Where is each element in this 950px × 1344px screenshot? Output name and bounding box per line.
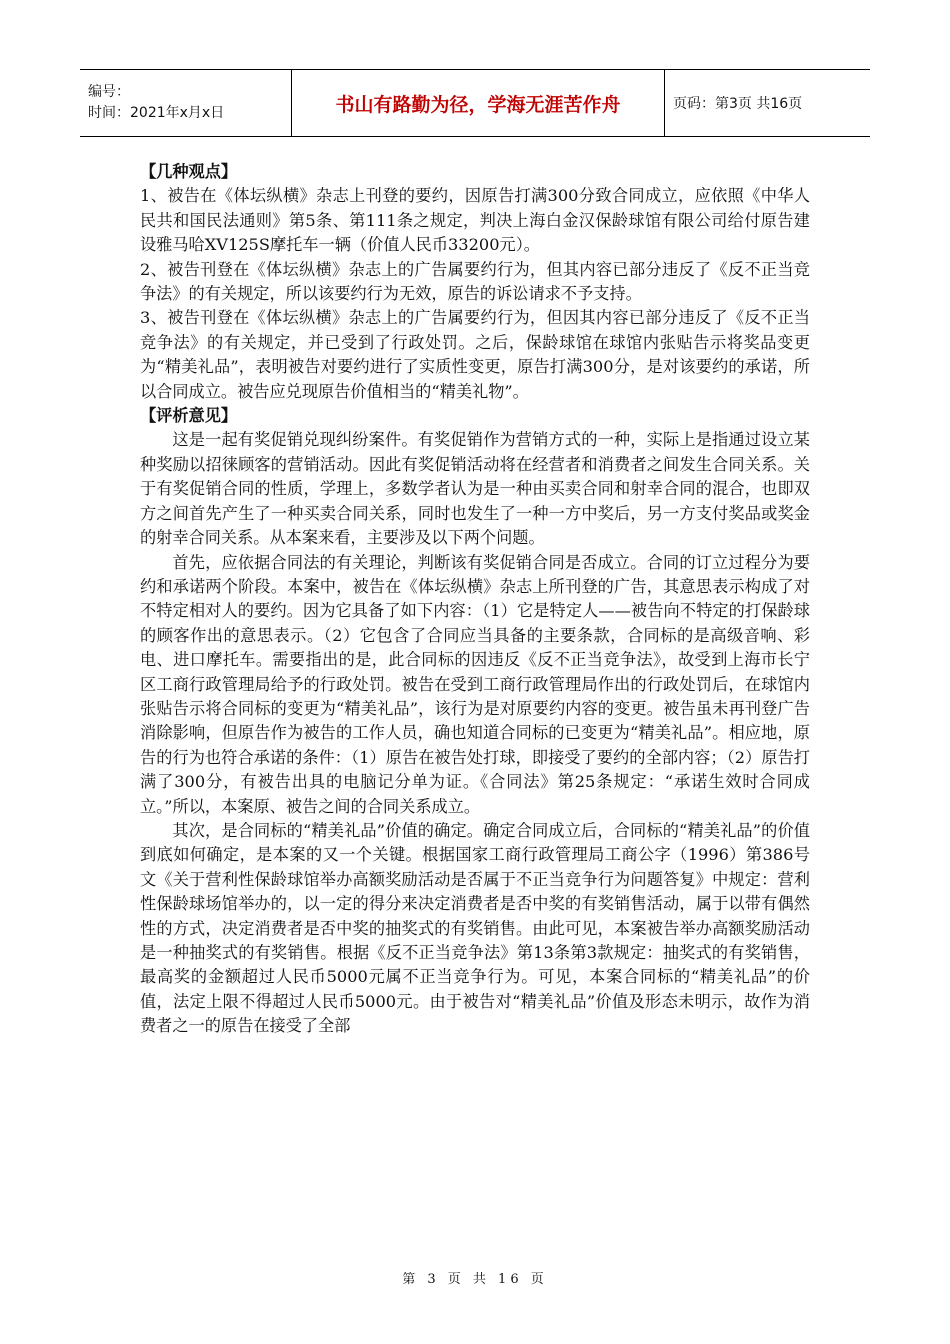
time-label: 时间：2021年x月x日 (88, 105, 225, 121)
page-info: 页码：第3页 共16页 (673, 96, 803, 112)
document-body (140, 160, 810, 1039)
view-item: 2、被告刊登在《体坛纵横》杂志上的广告属要约行为，但其内容已部分违反了《反不正当竞争法》的有关规定，所以该要约行为无效，原告的诉讼请求不予支持。 (140, 259, 810, 304)
page-footer: 第 3 页 共 16 页 (402, 1272, 548, 1287)
view-item: 3、被告刊登在《体坛纵横》杂志上的广告属要约行为，但因其内容已部分违反了《反不正当竞争法》的有关规定，并已受到了行政处罚。之后，保龄球馆在球馆内张贴告示将奖品变更为“精美礼品”，表明被告对要约进行了实质性变更，原告打满300分，是对该要约的承诺，所以合同成立。被告应兑现原告价值相当的“精美礼物”。 (140, 308, 810, 401)
analysis-paragraph: 其次，是合同标的“精美礼品”价值的确定。确定合同成立后，合同标的“精美礼品”的价值到底如何确定，是本案的又一个关键。根据国家工商行政管理局工商公字（1996）第386号文《关于营利性保龄球馆举办高额奖励活动是否属于不正当竞争行为问题答复》中规定：营利性保龄球场馆举办的，以一定的得分来决定消费者是否中奖的有奖销售活动，属于以带有偶然性的方式，决定消费者是否中奖的抽奖式的有奖销售。由此可见，本案被告举办高额奖励活动是一种抽奖式的有奖销售。根据《反不正当竞争法》第13条第3款规定：抽奖式的有奖销售，最高奖的金额超过人民币5000元属不正当竞争行为。可见，本案合同标的“精美礼品”的价值，法定上限不得超过人民币5000元。由于被告对“精美礼品”价值及形态未明示，故作为消费者之一的原告在接受了全部 (140, 820, 810, 1036)
motto-text: 书山有路勤为径，学海无涯苦作舟 (335, 93, 621, 116)
analysis-paragraph: 这是一起有奖促销兑现纠纷案件。有奖促销作为营销方式的一种，实际上是指通过设立某种奖励以招徕顾客的营销活动。因此有奖促销活动将在经营者和消费者之间发生合同关系。关于有奖促销合同的性质，学理上，多数学者认为是一种由买卖合同和射幸合同的混合，也即双方之间首先产生了一种买卖合同关系，同时也发生了一种一方中奖后，另一方支付奖品或奖金的射幸合同关系。从本案来看，主要涉及以下两个问题。 (140, 430, 810, 548)
section-title-analysis: 【评析意见】 (140, 406, 238, 426)
number-label: 编号： (88, 84, 130, 100)
header-left (80, 70, 292, 136)
section-title-views: 【几种观点】 (140, 162, 238, 181)
header-right (665, 70, 870, 136)
page-header (80, 69, 870, 137)
header-motto (292, 70, 665, 136)
view-item: 1、被告在《体坛纵横》杂志上刊登的要约，因原告打满300分致合同成立，应依照《中华人民共和国民法通则》第5条、第111条之规定，判决上海白金汉保龄球馆有限公司给付原告建设雅马哈XV125S摩托车一辆（价值人民币33200元）。 (140, 186, 810, 255)
analysis-paragraph: 首先，应依据合同法的有关理论，判断该有奖促销合同是否成立。合同的订立过程分为要约和承诺两个阶段。本案中，被告在《体坛纵横》杂志上所刊登的广告，其意思表示构成了对不特定相对人的要约。因为它具备了如下内容：（1）它是特定人——被告向不特定的打保龄球的顾客作出的意思表示。（2）它包含了合同应当具备的主要条款，合同标的是高级音响、彩电、进口摩托车。需要指出的是，此合同标的因违反《反不正当竞争法》，故受到上海市长宁区工商行政管理局给予的行政处罚。被告在受到工商行政管理局作出的行政处罚后，在球馆内张贴告示将合同标的变更为“精美礼品”，该行为是对原要约内容的变更。被告虽未再刊登广告消除影响，但原告作为被告的工作人员，确也知道合同标的已变更为“精美礼品”。相应地，原告的行为也符合承诺的条件：（1）原告在被告处打球，即接受了要约的全部内容；（2）原告打满了300分，有被告出具的电脑记分单为证。《合同法》第25条规定：“承诺生效时合同成立。”所以，本案原、被告之间的合同关系成立。 (140, 552, 810, 816)
